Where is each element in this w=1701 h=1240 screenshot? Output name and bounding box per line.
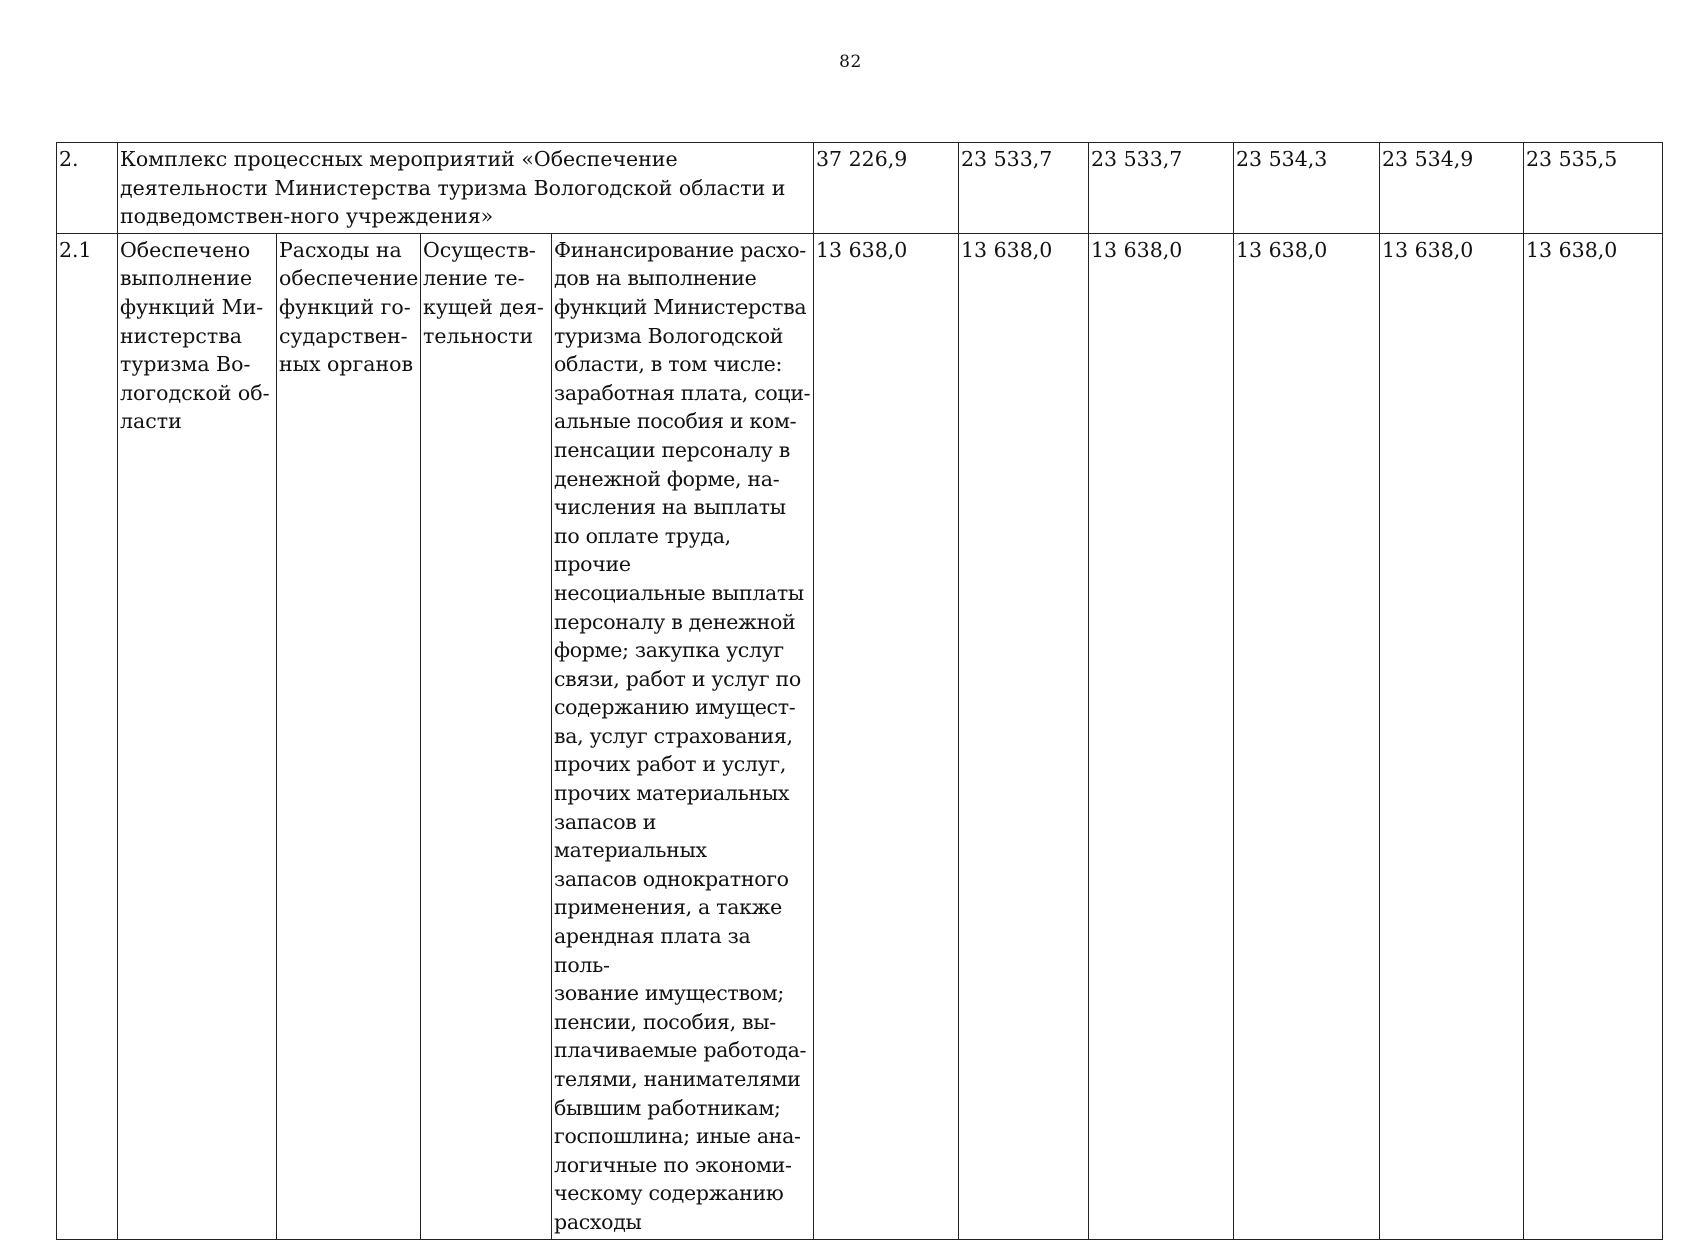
table-row-detail [57,233,1663,1239]
row-index-cell: 2. [57,143,118,234]
row-index-cell: 2.1 [57,233,118,1239]
description-cell: Финансирование расхо- дов на выполнение функций Министерства туризма Вологодской области, в том числе: заработная плата, соци- альные пособия и ком- пенсации персоналу в денежной форме, на- числения на выплаты по оплате труда, прочие несоциальные выплаты персоналу в денежной форме; закупка услуг связи, работ и услуг по содержанию имущест- ва, услуг страхования, прочих работ и услуг, прочих материальных запасов и материальных запасов однократного применения, а также арендная плата за поль- зование имуществом; пенсии, пособия, вы- плачиваемые работода- телями, нанимателями бывшим работникам; госпошлина; иные ана- логичные по экономи- ческому содержанию расходы [552,233,814,1239]
value-cell-6: 23 535,5 [1524,143,1663,234]
value-cell-1: 13 638,0 [814,233,959,1239]
value-cell-4: 13 638,0 [1234,233,1380,1239]
value-cell-2: 13 638,0 [959,233,1089,1239]
value-cell-6: 13 638,0 [1524,233,1663,1239]
value-cell-3: 23 533,7 [1089,143,1234,234]
value-cell-3: 13 638,0 [1089,233,1234,1239]
activity-type-cell: Осуществ- ление те- кущей дея- тельности [421,233,552,1239]
budget-table [56,142,1663,1240]
page-number: 82 [839,52,862,72]
value-cell-5: 13 638,0 [1380,233,1524,1239]
value-cell-5: 23 534,9 [1380,143,1524,234]
expense-type-cell: Расходы на обеспечение функций го- сударствен- ных органов [277,233,421,1239]
value-cell-2: 23 533,7 [959,143,1089,234]
complex-title-cell: Комплекс процессных мероприятий «Обеспечение деятельности Министерства туризма Вологодской области и подведомствен-ного учреждения» [118,143,814,234]
result-cell: Обеспечено выполнение функций Ми- нистерства туризма Во- логодской об- ласти [118,233,277,1239]
value-cell-1: 37 226,9 [814,143,959,234]
value-cell-4: 23 534,3 [1234,143,1380,234]
table-row-summary [57,143,1663,234]
